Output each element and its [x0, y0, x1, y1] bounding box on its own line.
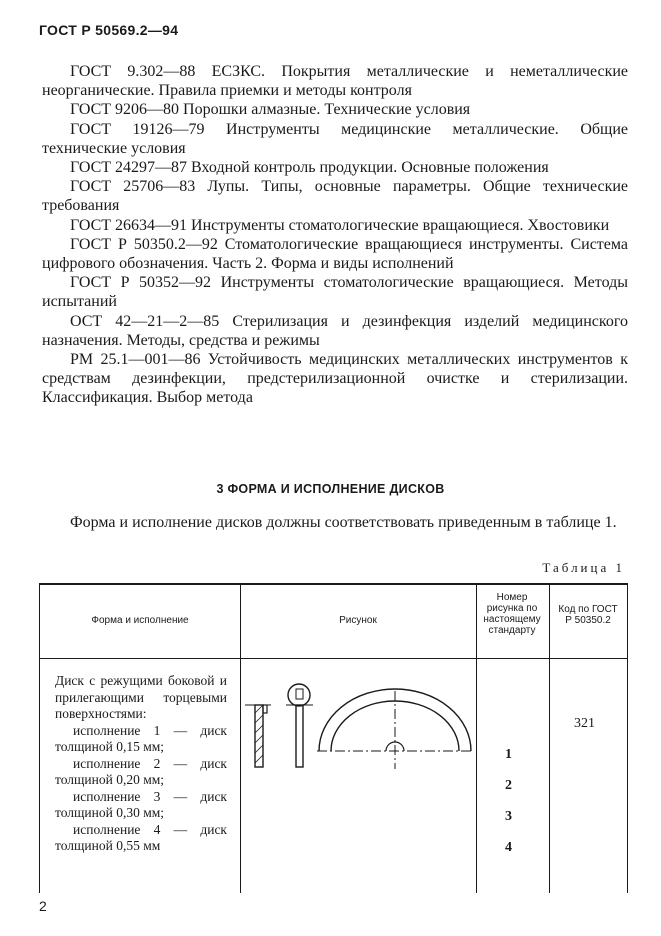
figure-number-3: 3 [505, 809, 512, 824]
reference-item: ГОСТ 19126—79 Инструменты медицинские металлические. Общие технические условия [42, 120, 628, 157]
figure-number-2: 2 [505, 778, 512, 793]
reference-item: ГОСТ Р 50352—92 Инструменты стоматологические вращающиеся. Методы испытаний [42, 274, 628, 311]
table-col-divider [549, 583, 550, 893]
header-figure-number: Номер рисунка по настоящему стандарту [483, 592, 541, 636]
variant-3: исполнение 3 — диск толщиной 0,30 мм; [55, 788, 227, 820]
disc-front-view [317, 689, 473, 769]
section-title: 3 ФОРМА И ИСПОЛНЕНИЕ ДИСКОВ [216, 482, 445, 496]
header-form: Форма и исполнение [91, 615, 189, 626]
variant-2: исполнение 2 — диск толщиной 0,20 мм; [55, 755, 227, 787]
table-caption: Таблица 1 [542, 560, 625, 575]
reference-item: ГОСТ 9206—80 Порошки алмазные. Технические условия [70, 101, 471, 119]
reference-item: ГОСТ 26634—91 Инструменты стоматологические вращающиеся. Хвостовики [70, 216, 610, 234]
form-description [55, 673, 227, 855]
reference-item: ГОСТ 25706—83 Лупы. Типы, основные параметры. Общие технические требования [42, 178, 628, 215]
document-header: ГОСТ Р 50569.2—94 [39, 22, 179, 38]
variant-1: исполнение 1 — диск толщиной 0,15 мм; [55, 722, 227, 754]
references-list [42, 62, 628, 408]
table-1 [39, 583, 628, 893]
table-top-border [39, 583, 628, 585]
reference-item: РМ 25.1—001—86 Устойчивость медицинских металлических инструментов к средствам дезинфекции, предстерилизационной очистке и стерилизации. Классификация. Выбор метода [42, 351, 628, 407]
reference-item: ГОСТ Р 50350.2—92 Стоматологические вращающиеся инструменты. Система цифрового обозначения. Часть 2. Форма и виды исполнений [42, 235, 628, 273]
header-figure: Рисунок [339, 615, 377, 626]
table-header-border [39, 658, 628, 659]
description-intro: Диск с режущими боковой и прилегающими торцевыми поверхностями: [55, 673, 227, 721]
disc-section-view [245, 684, 313, 767]
figure-number-1: 1 [505, 747, 512, 762]
table-col-divider [627, 583, 628, 893]
reference-item: ОСТ 42—21—2—85 Стерилизация и дезинфекция изделий медицинского назначения. Методы, средства и режимы [42, 312, 628, 349]
section-intro: Форма и исполнение дисков должны соответствовать приведенным в таблице 1. [70, 514, 617, 531]
table-col-divider [39, 583, 40, 893]
reference-item: ГОСТ 9.302—88 ЕСЗКС. Покрытия металлические и неметаллические неорганические. Правила приемки и методы контроля [42, 63, 628, 100]
disc-drawing [241, 669, 477, 809]
page-number: 2 [39, 898, 47, 914]
variant-4: исполнение 4 — диск толщиной 0,55 мм [55, 821, 227, 853]
figure-number-4: 4 [505, 840, 512, 855]
reference-item: ГОСТ 24297—87 Входной контроль продукции. Основные положения [70, 159, 549, 177]
gost-code: 321 [574, 716, 595, 731]
header-code: Код по ГОСТ Р 50350.2 [558, 604, 618, 626]
